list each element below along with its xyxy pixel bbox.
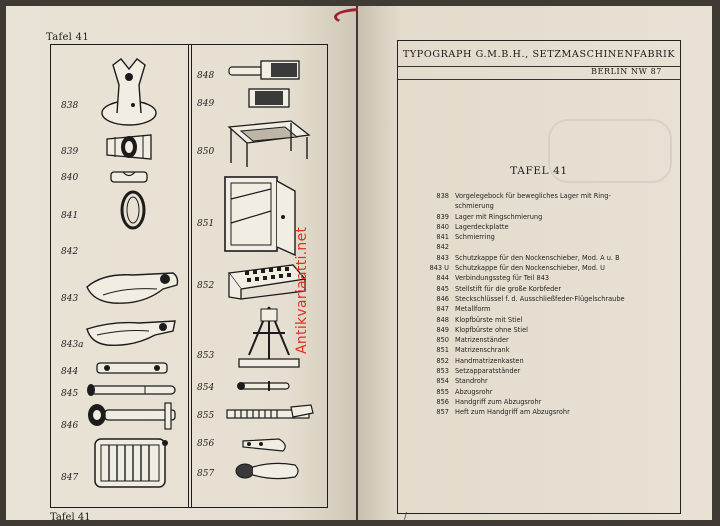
part-number-855: 855 [197,411,215,421]
legend-text: Schmierring [455,233,495,242]
legend-row [426,387,666,397]
legend-text: Matrizenschrank [455,346,510,355]
legend-row [426,232,666,242]
legend-text: Verbindungssteg für Teil 843 [455,274,550,283]
legend-text: Abzugsrohr [455,387,493,396]
part-number-839: 839 [61,147,79,157]
part-number-854: 854 [197,383,215,393]
legend-number: 850 [436,336,449,345]
part-number-851: 851 [197,219,215,229]
legend-number: 847 [436,305,449,314]
page-title: Tafel 41 [46,32,89,43]
matrix-stand-figure [221,115,313,169]
legend-row [426,253,666,263]
legend-row [426,284,666,294]
legend-row [426,335,666,345]
legend-text: Lagerdeckplatte [455,222,509,231]
part-number-841: 841 [61,211,79,221]
legend-text: Schutzkappe für den Nockenschieber, Mod. U [455,264,605,273]
legend-number: 851 [436,346,449,355]
part-number-843a: 843a [61,340,84,350]
legend-row [426,376,666,386]
legend-number [426,201,455,211]
standing-tube-figure [235,379,295,393]
legend-row [426,222,666,232]
legend-number: 844 [436,274,449,283]
legend-row [426,201,666,211]
legend-text: Handmatrizenkasten [455,356,524,365]
part-number-848: 848 [197,71,215,81]
legend-row [426,407,666,417]
brush-without-handle-figure [247,85,291,111]
tube-handle-figure [239,433,293,455]
metal-mould-figure [91,433,171,493]
legend-row [426,315,666,325]
part-number-845: 845 [61,389,79,399]
legend-number: 843 [436,253,449,262]
legend-number: 852 [436,356,449,365]
part-number-849: 849 [197,99,215,109]
matrix-cabinet-figure [221,173,301,257]
legend-row [426,397,666,407]
legend-number: 849 [436,325,449,334]
part-number-856: 856 [197,439,215,449]
protective-cap-figure [83,267,181,307]
legend-row [426,304,666,314]
part-number-847: 847 [61,473,79,483]
tafel-title: TAFEL 41 [510,165,568,177]
header-rule-lower [398,79,680,80]
legend-row [426,356,666,366]
part-number-846: 846 [61,421,79,431]
legend-number: 846 [436,294,449,303]
handle-grip-figure [233,459,303,483]
ring-lubricated-bearing-figure [101,131,157,163]
legend-text: Vorgelegebock für bewegliches Lager mit Ring- [455,192,611,200]
part-number-840: 840 [61,173,79,183]
legend-number: 838 [436,192,449,200]
legend-text [455,242,666,252]
legend-text: Handgriff zum Abzugsrohr [455,397,542,406]
legend-row [426,325,666,335]
watermark-text: Antikvariaatti.net [294,226,310,354]
part-number-842: 842 [61,247,79,257]
legend-number: 856 [436,397,449,406]
bearing-cover-plate-figure [109,169,149,185]
adjusting-pin-figure [85,383,181,397]
brush-with-handle-figure [227,57,307,83]
legend-text: Schutzkappe für den Nockenschieber, Mod. A u. B [455,253,620,262]
legend-row [426,294,666,304]
legend-text: Matrizenständer [455,336,509,345]
legend-number: 843 U [429,264,449,273]
socket-wrench-figure [85,401,183,431]
right-page [358,6,712,520]
legend-text: Klopfbürste mit Stiel [455,315,523,324]
column-divider [188,45,192,507]
legend-text: Standrohr [455,377,488,386]
part-number-853: 853 [197,351,215,361]
legend-text: Steckschlüssel f. d. Ausschließfeder-Flügelschraube [455,294,625,303]
legend-number: 853 [436,367,449,376]
legend-row [426,212,666,222]
legend-text: Heft zum Handgriff am Abzugsrohr [455,408,570,417]
extraction-tube-figure [223,403,315,425]
legend-row [426,263,666,273]
legend-number: 840 [436,222,449,231]
legend-number: 855 [436,387,449,396]
parts-plate [50,44,328,508]
legend-text: Stellstift für die große Korbfeder [455,284,562,293]
publisher-header: TYPOGRAPH G.M.B.H., SETZMASCHINENFABRIK [402,49,676,60]
legend-row [426,242,666,252]
legend-row [426,345,666,355]
part-number-843: 843 [61,294,79,304]
legend-text: Klopfbürste ohne Stiel [455,325,528,334]
publisher-address: BERLIN NW 87 [591,67,662,76]
legend-number: 845 [436,284,449,293]
legend-row [426,191,666,201]
legend-number: 848 [436,315,449,324]
part-number-850: 850 [197,147,215,157]
legend-frame [397,40,681,514]
parts-legend-list [426,191,666,418]
legend-text: schmierung [455,202,494,211]
connecting-bar-figure [95,357,171,377]
legend-text: Lager mit Ringschmierung [455,212,543,221]
part-number-857: 857 [197,469,215,479]
legend-text: Metallform [455,305,491,314]
legend-number: 841 [436,233,449,242]
legend-number: 842 [436,243,449,252]
page-number: Tafel 41 [50,512,91,523]
part-number-844: 844 [61,367,79,377]
bearing-bracket-figure [99,55,159,129]
legend-row [426,273,666,283]
part-number-838: 838 [61,101,79,111]
legend-number: 854 [436,377,449,386]
legend-text: Setzapparatständer [455,367,521,376]
pencil-mark: / [404,512,408,522]
legend-number: 839 [436,212,449,221]
legend-number: 857 [436,408,449,417]
part-number-852: 852 [197,281,215,291]
protective-cap-mod-u-figure [83,315,179,349]
lubrication-ring-figure [119,189,147,231]
legend-row [426,366,666,376]
